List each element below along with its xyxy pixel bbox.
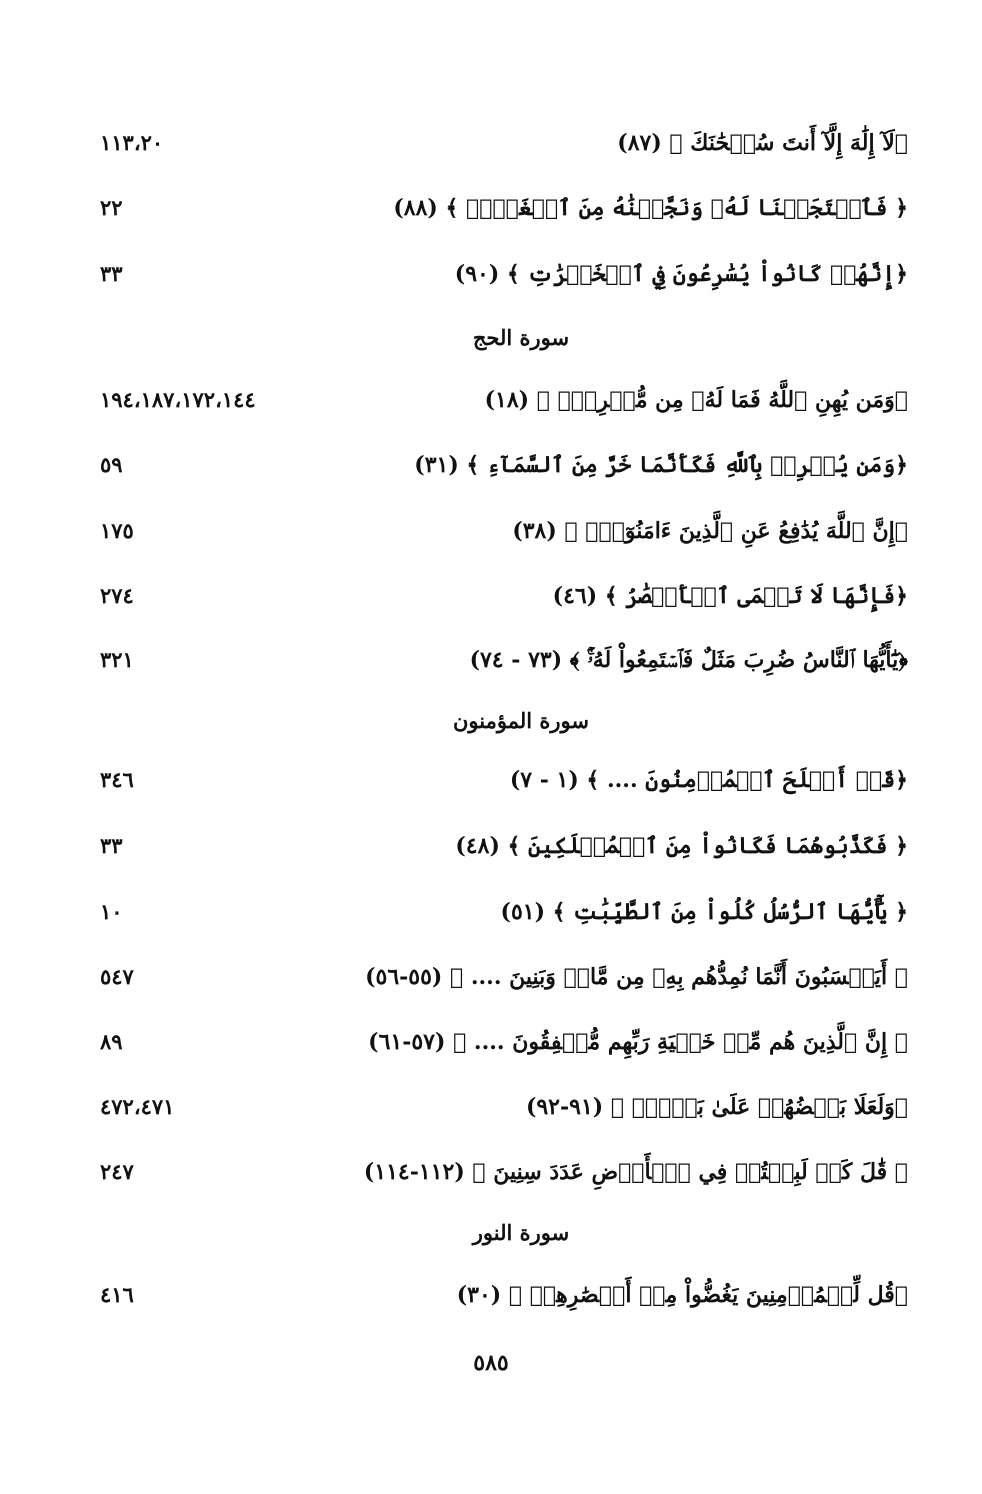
page-references: ٣٣ <box>100 833 123 858</box>
index-entry <box>100 380 908 420</box>
verse-text: ﴿وَمَن يُهِنِ ٱللَّهُ فَمَا لَهُۥ مِن مُّكۡرِمٍۚ ﴾ (١٨) <box>484 387 908 413</box>
index-entry <box>100 1275 908 1315</box>
verse-text: ﴿ أَيَحۡسَبُونَ أَنَّمَا نُمِدُّهُم بِهِۦ مِن مَّالٖ وَبَنِينَ .... ﴾ (٥٥-٥٦) <box>365 964 908 990</box>
surah-heading <box>0 320 982 356</box>
surah-heading-text: سورة الحج <box>472 325 570 350</box>
page-references: ٥٤٧ <box>100 964 134 989</box>
page-references: ١٩٤،١٨٧،١٧٢،١٤٤ <box>100 387 256 412</box>
page-references: ١٠ <box>100 899 123 924</box>
page-references: ٥٩ <box>100 452 123 477</box>
index-entry <box>100 1087 908 1127</box>
verse-text: ﴿ فَكَذَّبُوهُمَا فَكَانُواْ مِنَ ٱلۡمُهۡلَكِينَ ﴾ (٤٨) <box>455 833 908 859</box>
page-references: ٢٤٧ <box>100 1159 134 1184</box>
verse-text: ﴿قَدۡ أَفۡلَحَ ٱلۡمُؤۡمِنُونَ .... ﴾ (١ - ٧) <box>509 767 908 793</box>
index-entry <box>100 254 908 294</box>
index-entry <box>100 123 908 163</box>
index-entry <box>100 826 908 866</box>
index-entry <box>100 1022 908 1062</box>
index-entry <box>100 640 908 680</box>
surah-heading <box>0 703 982 739</box>
page-references: ٤٧٢،٤٧١ <box>100 1094 175 1119</box>
index-entry <box>100 445 908 485</box>
verse-text: ﴿ فَٱسۡتَجَبۡنَا لَهُۥ وَنَجَّيۡنَٰهُ مِنَ ٱلۡغَمِّۚ ﴾ (٨٨) <box>393 195 908 221</box>
verse-text: ﴿ يَٰٓأَيُّهَا ٱلرُّسُلُ كُلُواْ مِنَ ٱلطَّيِّبَٰتِ ﴾ (٥١) <box>500 899 908 925</box>
index-entry <box>100 892 908 932</box>
page-references: ١١٣،٢٠ <box>100 130 164 155</box>
surah-heading-text: سورة المؤمنون <box>453 708 589 733</box>
surah-heading <box>0 1215 982 1251</box>
index-entry <box>100 760 908 800</box>
verse-text: ﴿يَٰٓأَيُّهَا ٱلنَّاسُ ضُرِبَ مَثَلٌ فَٱسۡتَمِعُواْ لَهُۥٓۚ ﴾ (٧٣ - ٧٤) <box>469 647 908 673</box>
page-references: ٣٤٦ <box>100 767 134 792</box>
verse-text: ﴿وَلَعَلَا بَعۡضُهُمۡ عَلَىٰ بَعۡضٖۚ ﴾ (٩١-٩٢) <box>525 1094 908 1120</box>
verse-text: ﴿إِنَّهُمۡ كَانُواْ يُسَٰرِعُونَ فِي ٱلۡخَيۡرَٰتِ ﴾ (٩٠) <box>454 261 908 287</box>
index-entry <box>100 576 908 616</box>
verse-text: ﴿لَآ إِلَٰهَ إِلَّآ أَنتَ سُبۡحَٰنَكَ ﴾ (٨٧) <box>617 130 908 156</box>
page-references: ١٧٥ <box>100 518 134 543</box>
page-number: ٥٨٥ <box>473 1350 509 1376</box>
surah-heading-text: سورة النور <box>472 1220 570 1245</box>
page-references: ٣٣ <box>100 261 123 286</box>
page-references: ٣٢١ <box>100 647 134 672</box>
verse-text: ﴿وَمَن يُشۡرِكۡ بِٱللَّهِ فَكَأَنَّمَا خَرَّ مِنَ ٱلسَّمَآءِ ﴾ (٣١) <box>414 452 908 478</box>
verse-text: ﴿ إِنَّ ٱلَّذِينَ هُم مِّنۡ خَشۡيَةِ رَبِّهِم مُّشۡفِقُونَ .... ﴾ (٥٧-٦١) <box>368 1029 908 1055</box>
index-entry <box>100 957 908 997</box>
page-references: ٨٩ <box>100 1029 123 1054</box>
verse-text: ﴿إِنَّ ٱللَّهَ يُدَٰفِعُ عَنِ ٱلَّذِينَ ءَامَنُوٓاْۗ ﴾ (٣٨) <box>512 518 908 544</box>
index-entry <box>100 511 908 551</box>
verse-text: ﴿قُل لِّلۡمُؤۡمِنِينَ يَغُضُّواْ مِنۡ أَبۡصَٰرِهِمۡ ﴾ (٣٠) <box>456 1282 908 1308</box>
verse-text: ﴿ قَٰلَ كَمۡ لَبِثۡتُمۡ فِي ٱلۡأَرۡضِ عَدَدَ سِنِينَ ﴾ (١١٢-١١٤) <box>363 1159 908 1185</box>
verse-text: ﴿فَإِنَّهَا لَا تَعۡمَى ٱلۡأَبۡصَٰرُ ﴾ (٤٦) <box>552 583 908 609</box>
page-references: ٢٧٤ <box>100 583 134 608</box>
index-entry <box>100 188 908 228</box>
index-entry <box>100 1152 908 1192</box>
page-references: ٢٢ <box>100 195 123 220</box>
page-references: ٤١٦ <box>100 1282 134 1307</box>
